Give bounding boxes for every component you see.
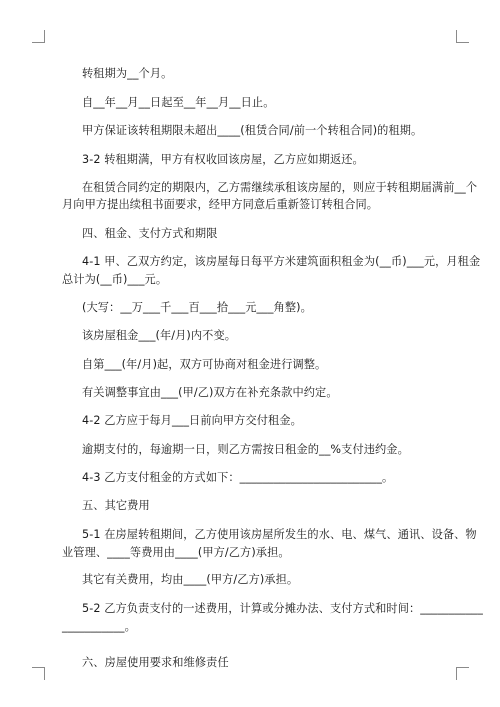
clause-4-2-line: 4-2 乙方应于每月___日前向甲方交付租金。 — [82, 414, 302, 427]
clause-4-3-line: 4-3 乙方支付租金的方式如下：_________________________。 — [82, 471, 394, 484]
clause-3-2-line: 3-2 转租期满，甲方有权收回该房屋，乙方应如期返还。 — [82, 153, 364, 166]
rent-adjustment-line: 自第___(年/月)起，双方可协商对租金进行调整。 — [82, 358, 327, 371]
crop-mark-top-left — [32, 30, 45, 43]
late-payment-line: 逾期支付的，每逾期一日，则乙方需按日租金的__%支付违约金。 — [82, 443, 409, 456]
section-5-heading: 五、其它费用 — [82, 499, 150, 512]
rent-unchanged-line: 该房屋租金___(年/月)内不变。 — [82, 329, 237, 342]
renewal-line-2: 月向甲方提出续租书面要求，经甲方同意后重新签订转租合同。 — [62, 198, 379, 211]
clause-5-1-line-2: 业管理、____等费用由____(甲方/乙方)承担。 — [62, 546, 290, 559]
renewal-line-1: 在租赁合同约定的期限内，乙方需继续承租该房屋的，则应于转租期届满前__个 — [82, 181, 478, 194]
clause-5-1-line-1: 5-1 在房屋转租期间，乙方使用该房屋所发生的水、电、煤气、通讯、设备、物 — [82, 528, 477, 541]
clause-4-1-line-2: 总计为(__币)___元。 — [62, 273, 168, 286]
clause-4-1-line-1: 4-1 甲、乙双方约定，该房屋每日每平方米建筑面积租金为(__币)___元，月租金 — [82, 255, 481, 268]
clause-5-2-line-1: 5-2 乙方负责支付的一述费用，计算或分摊办法、支付方式和时间：___________ — [82, 602, 483, 615]
section-4-heading: 四、租金、支付方式和期限 — [82, 227, 218, 240]
clause-5-2-line-2: ___________。 — [62, 620, 136, 633]
crop-mark-bottom-left — [32, 667, 45, 680]
amount-in-words-line: (大写：__万___千___百___拾___元___角整)。 — [82, 301, 312, 314]
term-guarantee-line: 甲方保证该转租期限未超出____(租赁合同/前一个转租合同)的租期。 — [82, 124, 423, 137]
other-fees-line: 其它有关费用，均由____(甲方/乙方)承担。 — [82, 573, 299, 586]
section-6-heading: 六、房屋使用要求和维修责任 — [82, 656, 229, 669]
adjustment-details-line: 有关调整事宜由___(甲/乙)双方在补充条款中约定。 — [82, 386, 338, 399]
sublease-date-range-line: 自__年__月__日起至__年__月__日止。 — [82, 96, 275, 109]
sublease-term-months-line: 转租期为__个月。 — [82, 67, 173, 80]
crop-mark-top-right — [456, 30, 469, 43]
crop-mark-bottom-right — [456, 667, 469, 680]
